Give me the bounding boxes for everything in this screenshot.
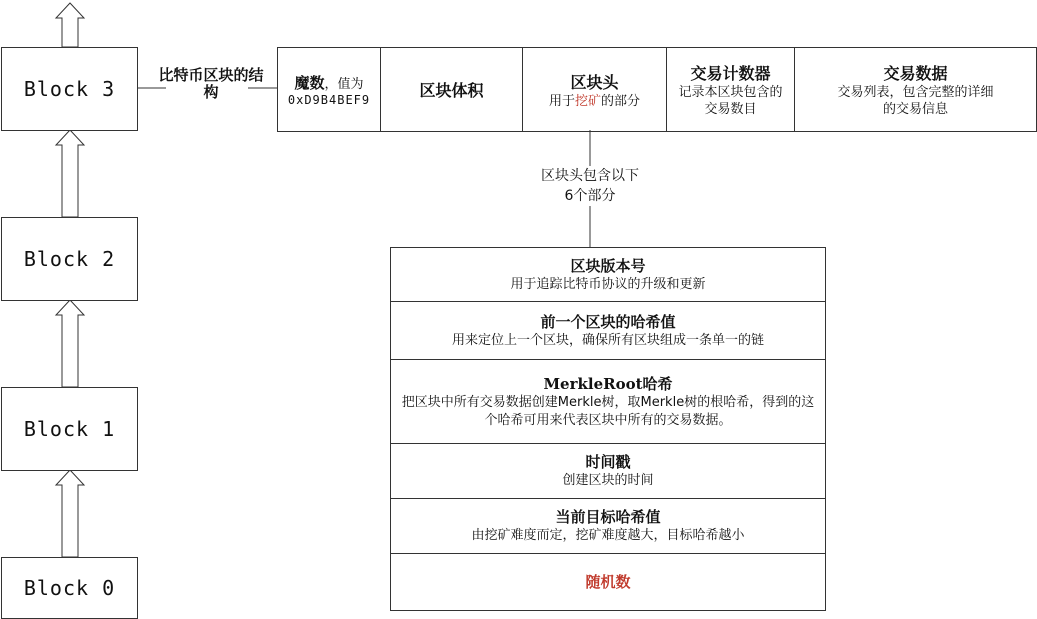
block-label: Block 3 bbox=[23, 77, 116, 101]
block-2 bbox=[1, 217, 138, 301]
up-arrow-icon bbox=[56, 130, 84, 217]
block-label: Block 1 bbox=[23, 417, 116, 441]
magic-value: 0xD9B4BEF9 bbox=[287, 93, 371, 107]
field-title: 时间戳 bbox=[585, 453, 631, 471]
field-title: MerkleRoot哈希 bbox=[543, 374, 673, 393]
block-0 bbox=[1, 557, 138, 619]
blockheader-title: 区块头 bbox=[570, 72, 619, 92]
field-merkle-root bbox=[391, 360, 825, 444]
up-arrow-icon bbox=[56, 300, 84, 387]
magic-title: 魔数 bbox=[294, 74, 325, 92]
blockheader-desc bbox=[549, 93, 640, 110]
blockheader-desc-highlight: 挖矿 bbox=[574, 93, 601, 109]
field-title: 区块版本号 bbox=[570, 256, 646, 275]
up-arrow-icon bbox=[56, 470, 84, 557]
magic-title-line bbox=[294, 72, 363, 93]
structure-label: 比特币区块的结构 bbox=[158, 66, 264, 101]
field-desc: 由挖矿难度而定，挖矿难度越大，目标哈希越小 bbox=[471, 528, 745, 543]
block-header-fields bbox=[390, 247, 826, 611]
size-title: 区块体积 bbox=[419, 81, 484, 100]
field-nonce bbox=[391, 554, 825, 610]
block-label: Block 2 bbox=[23, 247, 116, 271]
blockheader-desc-post: 的部分 bbox=[601, 93, 641, 109]
blockheader-cell bbox=[523, 48, 667, 131]
field-title: 前一个区块的哈希值 bbox=[540, 312, 676, 331]
magic-cell bbox=[278, 48, 381, 131]
txdata-cell bbox=[795, 48, 1036, 131]
block-3 bbox=[1, 47, 138, 131]
field-desc: 用来定位上一个区块，确保所有区块组成一条单一的链 bbox=[451, 332, 764, 348]
field-title: 当前目标哈希值 bbox=[555, 508, 661, 526]
block-1 bbox=[1, 387, 138, 471]
field-desc: 用于追踪比特币协议的升级和更新 bbox=[510, 276, 706, 292]
field-desc: 创建区块的时间 bbox=[562, 473, 654, 488]
txcounter-cell bbox=[667, 48, 795, 131]
size-cell bbox=[381, 48, 523, 131]
field-desc: 把区块中所有交易数据创建Merkle树，取Merkle树的根哈希，得到的这个哈希可用来代表区块中所有的交易数据。 bbox=[401, 394, 815, 428]
blockheader-desc-pre: 用于 bbox=[548, 93, 575, 109]
block-structure-row bbox=[277, 47, 1037, 132]
field-target bbox=[391, 499, 825, 554]
header-note: 区块头包含以下6个部分 bbox=[541, 168, 639, 204]
field-prev-hash bbox=[391, 302, 825, 360]
block-label: Block 0 bbox=[23, 576, 116, 600]
field-title: 随机数 bbox=[585, 573, 631, 591]
txdata-title: 交易数据 bbox=[883, 64, 948, 83]
field-version bbox=[391, 248, 825, 302]
txcounter-desc: 记录本区块包含的交易数目 bbox=[678, 85, 783, 117]
magic-suffix: ，值为 bbox=[324, 77, 364, 92]
up-arrow-icon bbox=[56, 3, 84, 47]
field-timestamp bbox=[391, 444, 825, 499]
txdata-desc: 交易列表，包含完整的详细的交易信息 bbox=[837, 85, 994, 117]
txcounter-title: 交易计数器 bbox=[690, 64, 771, 83]
